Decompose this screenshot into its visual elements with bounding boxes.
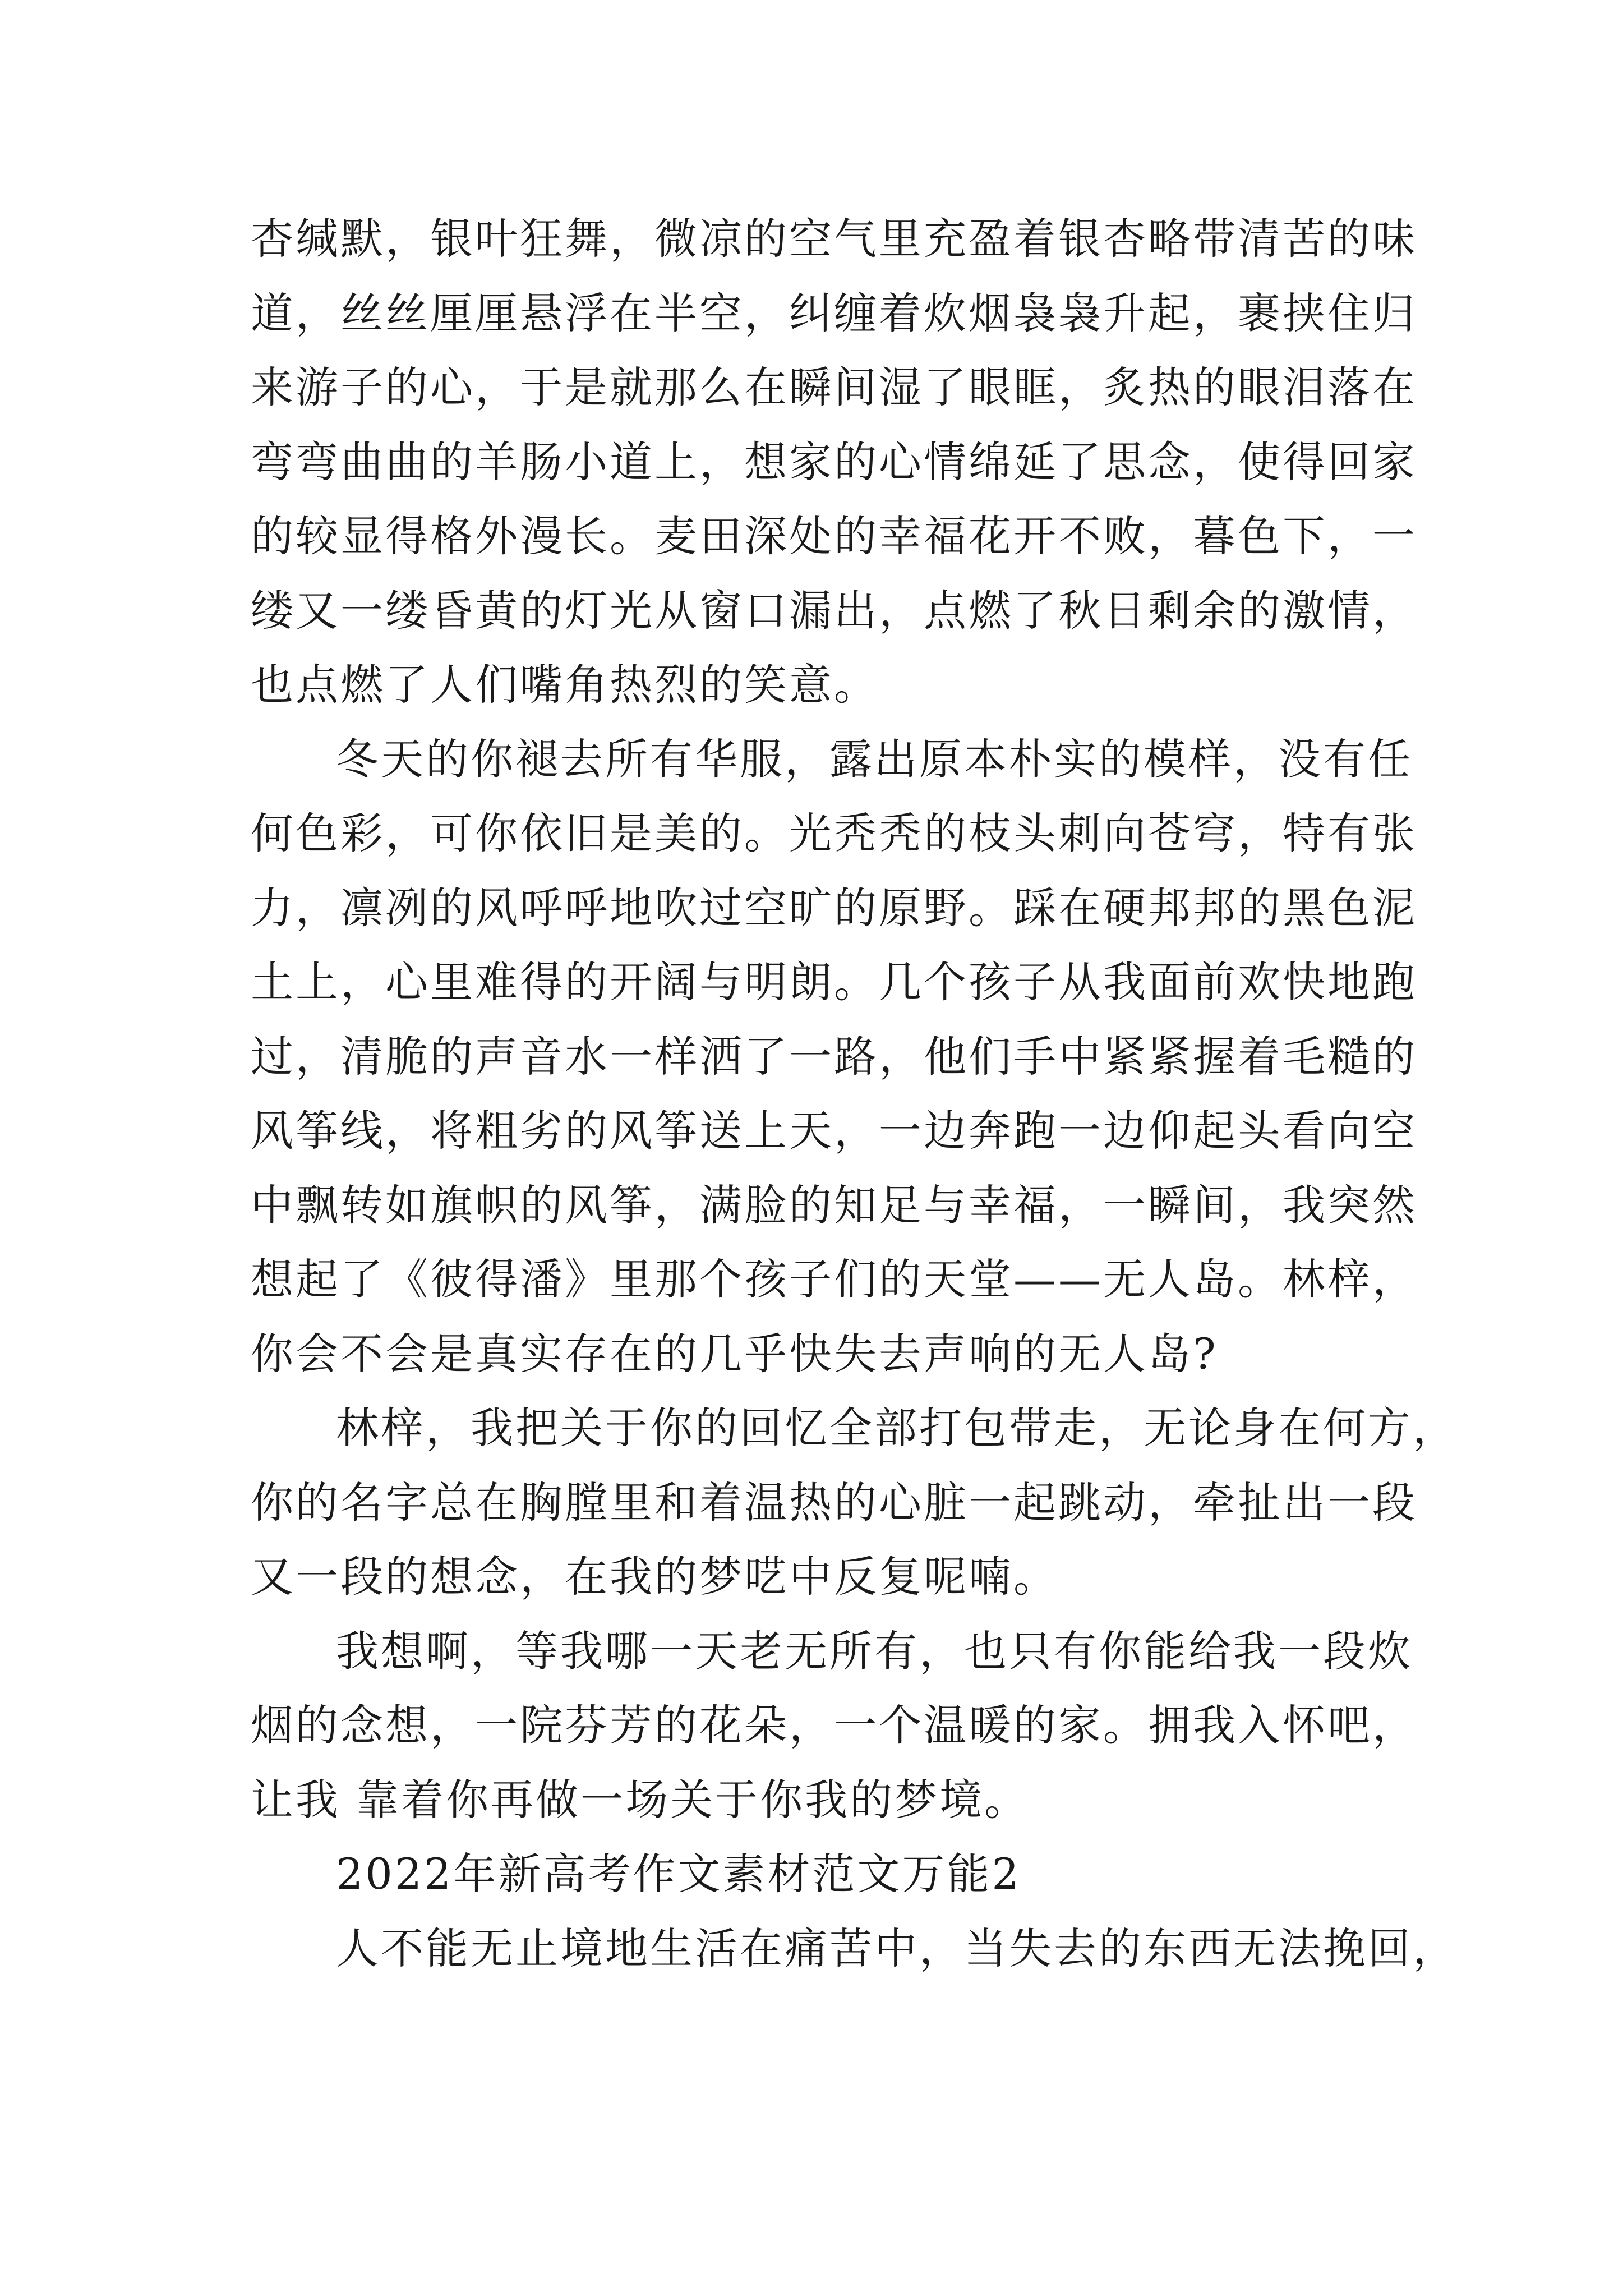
- section-heading: 2022年新高考作文素材范文万能2: [336, 1849, 1021, 1899]
- text-line: 来游子的心，于是就那么在瞬间湿了眼眶，炙热的眼泪落在: [251, 362, 1417, 412]
- text-line: 让我 靠着你再做一场关于你我的梦境。: [251, 1774, 1030, 1825]
- text-line: 你的名字总在胸膛里和着温热的心脏一起跳动，牵扯出一段: [251, 1477, 1417, 1527]
- text-line: 烟的念想，一院芬芳的花朵，一个温暖的家。拥我入怀吧，: [251, 1700, 1417, 1750]
- body-text: [251, 202, 1458, 1986]
- text-line: 也点燃了人们嘴角热烈的笑意。: [251, 660, 879, 710]
- text-line: 又一段的想念，在我的梦呓中反复呢喃。: [251, 1552, 1058, 1602]
- paragraph-start-line: 我想啊，等我哪一天老无所有，也只有你能给我一段炊: [336, 1626, 1413, 1676]
- text-line: 过，清脆的声音水一样洒了一路，他们手中紧紧握着毛糙的: [251, 1031, 1417, 1082]
- text-line: 的较显得格外漫长。麦田深处的幸福花开不败，暮色下，一: [251, 511, 1417, 561]
- text-line: 你会不会是真实存在的几乎快失去声响的无人岛?: [251, 1328, 1218, 1379]
- text-line: 想起了《彼得潘》里那个孩子们的天堂——无人岛。林梓，: [251, 1254, 1417, 1304]
- text-line: 土上，心里难得的开阔与明朗。几个孩子从我面前欢快地跑: [251, 957, 1417, 1007]
- text-line: 杏缄默，银叶狂舞，微凉的空气里充盈着银杏略带清苦的味: [251, 214, 1417, 264]
- text-line: 弯弯曲曲的羊肠小道上，想家的心情绵延了思念，使得回家: [251, 436, 1417, 487]
- text-line: 缕又一缕昏黄的灯光从窗口漏出，点燃了秋日剩余的激情，: [251, 585, 1417, 636]
- text-line: 中飘转如旗帜的风筝，满脸的知足与幸福，一瞬间，我突然: [251, 1180, 1417, 1230]
- text-line: 风筝线，将粗劣的风筝送上天，一边奔跑一边仰起头看向空: [251, 1106, 1417, 1156]
- paragraph-start-line: 林梓，我把关于你的回忆全部打包带走，无论身在何方，: [336, 1403, 1458, 1453]
- text-line: 何色彩，可你依旧是美的。光秃秃的枝头刺向苍穹，特有张: [251, 808, 1417, 858]
- paragraph-start-line: 人不能无止境地生活在痛苦中，当失去的东西无法挽回，: [336, 1923, 1458, 1973]
- text-line: 道，丝丝厘厘悬浮在半空，纠缠着炊烟袅袅升起，裹挟住归: [251, 288, 1417, 338]
- paragraph-start-line: 冬天的你褪去所有华服，露出原本朴实的模样，没有任: [336, 734, 1413, 784]
- text-line: 力，凛冽的风呼呼地吹过空旷的原野。踩在硬邦邦的黑色泥: [251, 882, 1417, 933]
